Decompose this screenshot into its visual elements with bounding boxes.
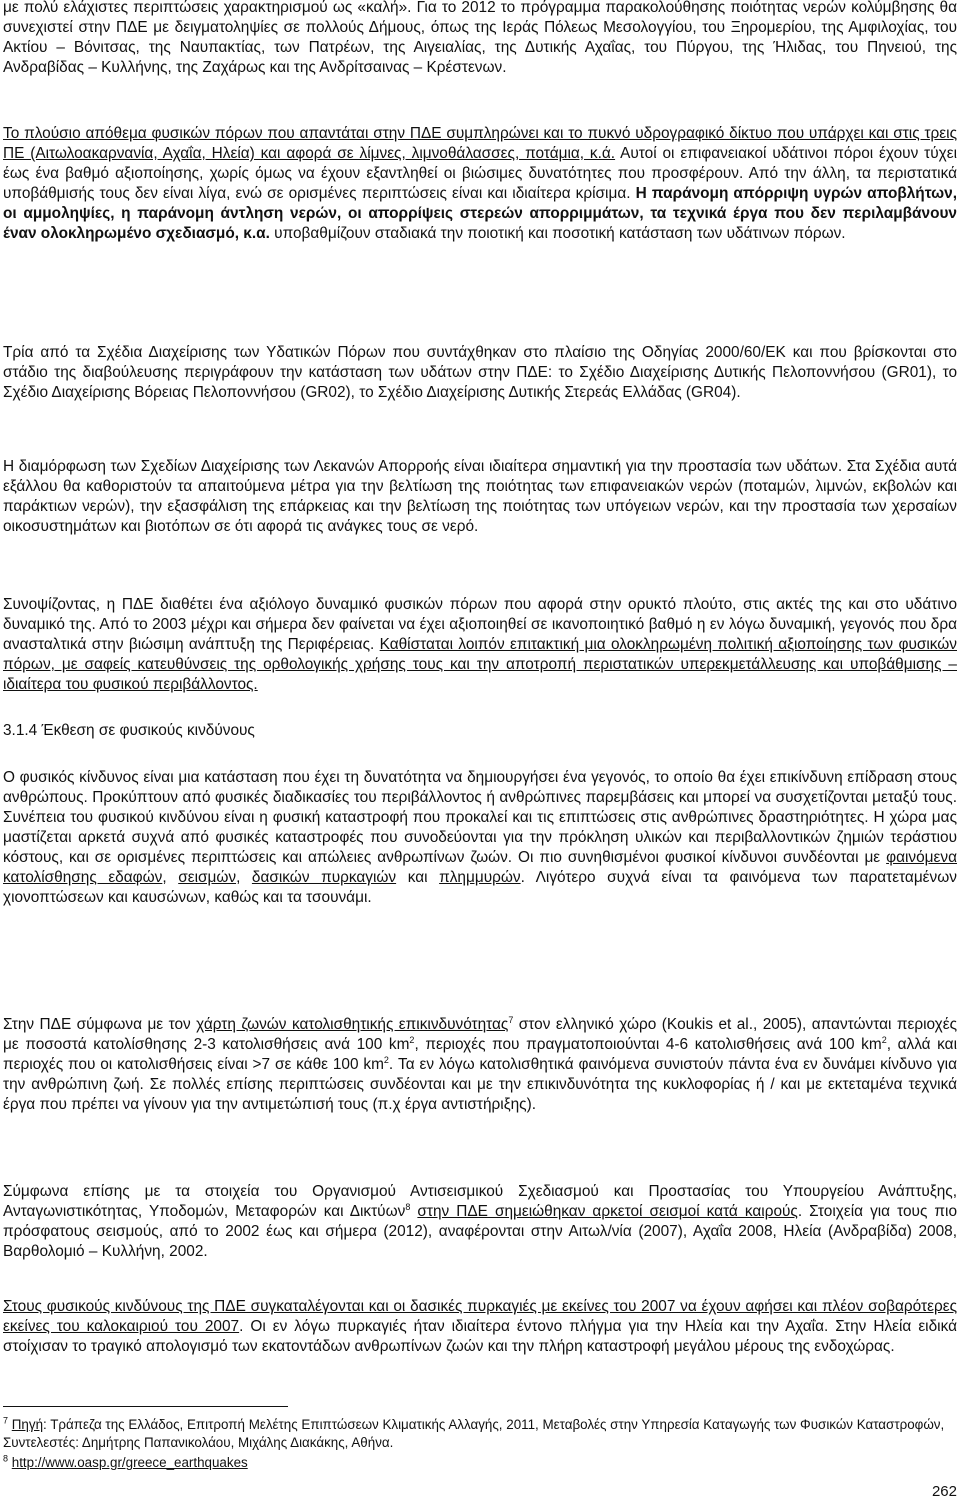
paragraph-natural-hazards bbox=[3, 768, 957, 908]
text-run: . Στοιχεία για τους πιο πρόσφατους σεισμούς, από το 2002 έως και σήμερα (2012), αναφέρονται στην Αιτωλ/νία (2007), Αχαΐα 2008, Ηλεία (Ανδραβίδα) 2008, Βαρθολομιό – Κυλλήνη, 2002. bbox=[3, 1203, 958, 1260]
footnote-link[interactable]: http://www.oasp.gr/greece_earthquakes bbox=[11, 1455, 248, 1470]
paragraph-basin-plans: Η διαμόρφωση των Σχεδίων Διαχείρισης των Λεκανών Απορροής είναι ιδιαίτερα σημαντική για την προστασία των υδάτων. Στα Σχέδια αυτά εξάλλου θα καθοριστούν τα απαιτούμενα μέτρα για την βελτίωση της ποιότητας των επιφανειακών νερών (ποταμών, λιμνών, εκβολών και παράκτιων νερών), την εξασφάλιση της επάρκειας και την βελτίωση της ποιότητας των υπόγειων νερών, και την προστασία των χερσαίων οικοσυστημάτων και βιοτόπων σε ότι αφορά τις ανάγκες τους σε νερό. bbox=[3, 458, 957, 535]
underlined-text: σεισμών bbox=[178, 869, 237, 886]
text-run: . Οι εν λόγω πυρκαγιές ήταν ιδιαίτερα έντονο πλήγμα για την Ηλεία και την Αχαΐα. Στην Ηλεία ειδικά στοίχισαν το τραγικό απολογισμό των εκατοντάδων ανθρωπίνων ζωών και την πλήρη καταστροφή μεγάλου μέρους της ενδοχώρας. bbox=[3, 1318, 957, 1355]
text-run: Συνοψίζοντας, η ΠΔΕ διαθέτει ένα αξιόλογο δυναμικό φυσικών πόρων που αφορά στην ορυκτό πλούτο, στις ακτές της και στο υδάτινο δυναμικό της. Από το 2003 μέχρι και σήμερα δεν φαίνεται να έχει αξιοποιηθεί σε ικανοποιητικό βαθμό η εν λόγω δυναμική, γεγονός που δρα ανασταλτικά στην βιώσιμη ανάπτυξη της Περιφέρειας. bbox=[3, 596, 957, 653]
underlined-text: στην ΠΔΕ σημειώθηκαν αρκετοί σεισμοί κατά καιρούς bbox=[417, 1203, 798, 1220]
footnote-7 bbox=[3, 1416, 957, 1452]
paragraph-summary bbox=[3, 595, 957, 695]
text-run: υποβαθμίζουν σταδιακά την ποιοτική και ποσοτική κατάσταση των υδάτινων πόρων. bbox=[269, 225, 846, 242]
superscript: 2 bbox=[409, 1034, 415, 1045]
text-run: και bbox=[396, 869, 440, 886]
text-run: . Λιγότερο συχνά είναι τα φαινόμενα των παρατεταμένων χιονοπτώσεων και καυσώνων, καθώς και τα τσουνάμι. bbox=[3, 869, 957, 906]
underlined-text: Το πλούσιο απόθεμα φυσικών πόρων που απαντάται στην ΠΔΕ συμπληρώνει και το πυκνό υδρογραφικό δίκτυο που υπάρχει και στις τρεις ΠΕ (Αιτωλοακαρνανία, Αχαΐα, Ηλεία) και αφορά σε λίμνες, λιμνοθάλασσες, ποτάμια, κ.ά. bbox=[3, 125, 957, 162]
text-run: στον ελληνικό χώρο (Koukis et al., 2005), απαντώνται περιοχές με ποσοστά κατολίσθησης 2-3 κατολισθήσεις ανά 100 km bbox=[3, 1016, 957, 1053]
text-run: Στην ΠΔΕ σύμφωνα με τον bbox=[3, 1016, 197, 1033]
underlined-text: χάρτη ζωνών κατολισθητικής επικινδυνότητας bbox=[196, 1016, 509, 1033]
footnote-number: 8 bbox=[3, 1453, 9, 1464]
paragraph-management-plans: Τρία από τα Σχέδια Διαχείρισης των Υδατικών Πόρων που συντάχθηκαν στο πλαίσιο της Οδηγίας 2000/60/ΕΚ και που βρίσκονται στο στάδιο της διαβούλευσης περιγράφουν την κατάσταση των υδάτων στην ΠΔΕ: το Σχέδιο Διαχείρισης Δυτικής Πελοποννήσου (GR01), το Σχέδιο Διαχείρισης Βόρειας Πελοποννήσου (GR02), το Σχέδιο Διαχείρισης Δυτικής Στερεάς Ελλάδας (GR04). bbox=[3, 344, 957, 401]
underlined-text: δασικών πυρκαγιών bbox=[251, 869, 397, 886]
text-run: , αλλά και περιοχές που οι κατολισθήσεις είναι >7 σε κάθε 100 km bbox=[3, 1036, 957, 1073]
footnote-text: : Τράπεζα της Ελλάδος, Επιτροπή Μελέτης Επιπτώσεων Κλιματικής Αλλαγής, 2011, Μεταβολές στην Υπηρεσία Καταγωγής των Φυσικών Καταστροφών, Συντελεστές: Δημήτρης Παπανικολάου, Μιχάλης Διακάκης, Αθήνα. bbox=[3, 1417, 945, 1450]
text-run: Αυτοί οι επιφανειακοί υδάτινοι πόροι έχουν τύχει έως ένα βαθμό αξιοποίησης, χωρίς όμως να έχουν εξαντληθεί οι βιώσιμες δυνατότητες που προσφέρουν. Από την άλλη, τα περιστατικά υποβάθμισής τους δεν είναι λίγα, ενώ σε ορισμένες περιπτώσεις είναι και ιδιαίτερα κρίσιμα. bbox=[3, 145, 957, 202]
text-run: , bbox=[162, 869, 179, 886]
text-run: Σύμφωνα επίσης με τα στοιχεία του Οργανισμού Αντισεισμικού Σχεδιασμού και Προστασίας του Υπουργείου Ανάπτυξης, Ανταγωνιστικότητας, Υποδομών, Μεταφορών και Δικτύων bbox=[3, 1183, 957, 1220]
footnote-number: 7 bbox=[3, 1415, 9, 1426]
underlined-text: Καθίσταται λοιπόν επιτακτική μια ολοκληρωμένη πολιτική αξιοποίησης των φυσικών πόρων, με σαφείς κατευθύνσεις της ορθολογικής χρήσης τους και την αποτροπή περιστατικών υπερεκμετάλλευσης και υποβάθμισης – ιδιαίτερα του φυσικού περιβάλλοντος. bbox=[3, 636, 957, 693]
underlined-text: φαινόμενα κατολίσθησης εδαφών bbox=[3, 849, 957, 886]
underlined-text: πλημμυρών bbox=[439, 869, 521, 886]
page-number: 262 bbox=[931, 1483, 957, 1500]
text-run: , bbox=[236, 869, 252, 886]
footnote-divider bbox=[3, 1406, 288, 1407]
superscript: 2 bbox=[881, 1034, 887, 1045]
paragraph-bathing-water: με πολύ ελάχιστες περιπτώσεις χαρακτηρισμού ως «καλή». Για το 2012 το πρόγραμμα παρακολούθησης ποιότητας νερών κολύμβησης θα συνεχιστεί στην ΠΔΕ με δειγματοληψίες σε πολλούς Δήμους, όπως της Ιεράς Πόλεως Μεσολογγίου, του Ξηρομερίου, της Αμφιλοχίας, του Ακτίου – Βόνιτσας, της Ναυπακτίας, των Πατρέων, της Αιγειαλίας, της Δυτικής Αχαΐας, του Πύργου, της Ήλιδας, του Πηνειού, της Ανδραβίδας – Κυλλήνης, της Ζαχάρως και της Ανδρίτσαινας – Κρέστενων. bbox=[3, 0, 957, 76]
bold-text: Η παράνομη απόρριψη υγρών αποβλήτων, οι αμμοληψίες, η παράνομη άντληση νερών, οι απορρίψεις στερεών απορριμμάτων, τα τεχνικά έργα που δεν περιλαμβάνουν έναν ολοκληρωμένο σχεδιασμό, κ.α. bbox=[3, 185, 957, 242]
text-run: . Τα εν λόγω κατολισθητικά φαινόμενα συνιστούν πάντα ένα εν δυνάμει κίνδυνο για την ανθρώπινη ζωή. Σε πολλές επίσης περιπτώσεις συνδέονται και με την επικινδυνότητα της κυκλοφορίας ή / και με εκτεταμένα τεχνικά έργα που πρέπει να γίνουν για την αντιμετώπισή τους (π.χ έργα αντιστήριξης). bbox=[3, 1056, 957, 1113]
footnote-8 bbox=[3, 1454, 957, 1472]
underlined-text: Στους φυσικούς κινδύνους της ΠΔΕ συγκαταλέγονται και οι δασικές πυρκαγιές με εκείνες του 2007 να έχουν αφήσει και πλέον σοβαρότερες εκείνες του καλοκαιριού του 2007 bbox=[3, 1298, 957, 1335]
text-run: , περιοχές που πραγματοποιούνται 4-6 κατολισθήσεις ανά 100 km bbox=[414, 1036, 882, 1053]
superscript: 2 bbox=[383, 1054, 389, 1065]
paragraph-earthquakes bbox=[3, 1182, 957, 1262]
section-heading: 3.1.4 Έκθεση σε φυσικούς κινδύνους bbox=[3, 722, 255, 739]
paragraph-natural-resources bbox=[3, 124, 957, 244]
paragraph-wildfires bbox=[3, 1297, 957, 1357]
paragraph-landslides bbox=[3, 1015, 957, 1115]
footnote-ref-7[interactable]: 7 bbox=[508, 1014, 514, 1025]
text-run: Ο φυσικός κίνδυνος είναι μια κατάσταση που έχει τη δυνατότητα να δημιουργήσει ένα γεγονός, το οποίο θα έχει επικίνδυνη επίδραση στους ανθρώπους. Προκύπτουν από φυσικές διαδικασίες του περιβάλλοντος ή ανθρώπινες παρεμβάσεις και μπορεί να συσχετίζονται μεταξύ τους. Συνέπεια του φυσικού κινδύνου είναι η φυσική καταστροφή που προκαλεί και τις επιπτώσεις στις ανθρώπινες δραστηριότητες. Η χώρα μας μαστίζεται αρκετά συχνά από φυσικές καταστροφές που συνοδεύονται για την πρόκληση υλικών και περιβαλλοντικών ζημιών τεράστιου κόστους, και σε ορισμένες περιπτώσεις και απώλειες ανθρωπίνων ζωών. Οι πιο συνηθισμένοι φυσικοί κίνδυνοι συνδέονται με bbox=[3, 769, 957, 866]
footnote-source-label: Πηγή bbox=[11, 1417, 44, 1432]
footnote-ref-8[interactable]: 8 bbox=[405, 1201, 411, 1212]
